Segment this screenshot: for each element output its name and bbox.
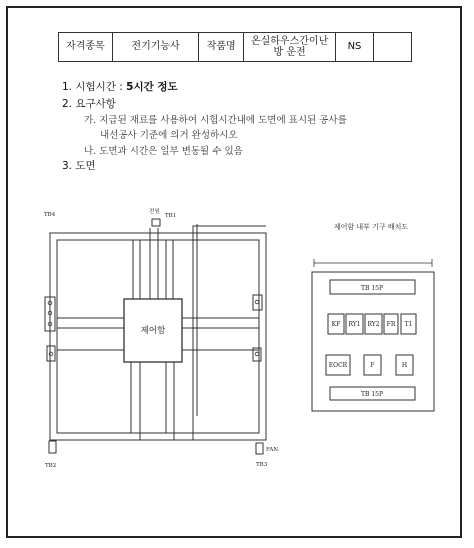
kf-label: KF [331,321,341,328]
upper-conduits [133,228,173,299]
tb-bottom-label: TB 15P [361,391,383,398]
requirement-a-line2: 내선공사 기준에 의거 완성하시오 [100,130,238,141]
tb1-label: TB1 [165,213,177,219]
header-cell-field-label: 자격종목 [59,33,113,62]
tb2-label: TB2 [45,463,57,469]
section-2-label: 요구사항 [75,98,116,110]
panel-width-dimension [314,259,432,267]
lower-conduits [131,362,174,440]
tb3-label: TB3 [256,462,268,468]
left-lower-device [47,346,55,361]
section-1-label: 시험시간 : [75,81,123,93]
header-cell-work-label: 작품명 [199,33,244,62]
header-cell-code: NS [336,33,374,62]
tb4-label: TB4 [44,212,56,218]
power-terminal [152,219,160,226]
section-1-number: 1. [62,81,73,93]
h-label: H [401,362,408,369]
panel-layout-title: 제어함 내부 기구 배치도 [333,223,409,231]
power-label: 전원 [149,209,160,215]
t1-label: T1 [404,321,413,328]
section-3-number: 3. [62,160,73,172]
ry1-label: RY1 [348,321,361,328]
tb2-box [49,441,56,453]
tb-top-label: TB 15P [361,285,383,292]
right-upper-device [253,295,262,310]
ry2-label: RY2 [367,321,380,328]
requirement-b: 나. 도면과 시간은 일부 변동될 수 있음 [84,146,243,157]
control-box-label: 제어함 [140,326,166,336]
requirement-a-line1: 가. 지급된 재료를 사용하여 시험시간내에 도면에 표시된 공사를 [84,115,347,126]
tb3-box [256,443,263,454]
fr-label: FR [386,321,396,328]
f-label: F [370,362,375,369]
dimension-lines [193,224,266,440]
section-2-number: 2. [62,98,73,110]
exam-time-value: 5시간 정도 [126,81,178,93]
fan-label: FAN [266,447,279,453]
header-cell-field-value: 전기기능사 [112,33,199,62]
eocr-label: EOCR [328,362,348,369]
section-3-label: 도면 [75,160,96,172]
header-cell-work-value: 온실하우스간이난방 운전 [243,33,335,62]
